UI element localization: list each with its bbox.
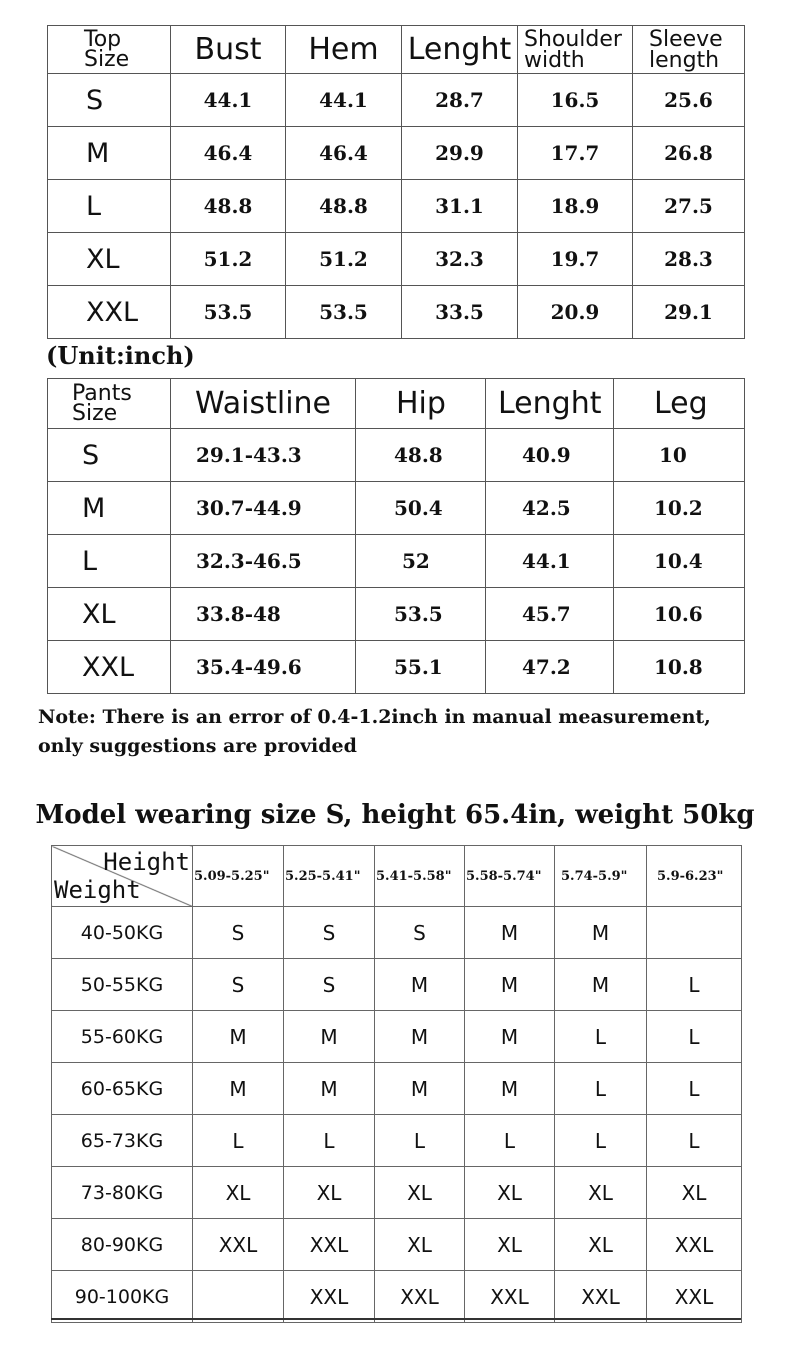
top-cell-shoulder: 19.7: [518, 233, 633, 286]
size-cell: L: [555, 1115, 647, 1167]
size-cell: M: [375, 1063, 465, 1115]
model-info-heading: Model wearing size S, height 65.4in, weight 50kg: [35, 800, 755, 830]
size-cell: L: [647, 1115, 742, 1167]
pants-table-row: [48, 641, 745, 694]
top-table-corner: [48, 26, 171, 74]
chart-row: [52, 1115, 742, 1167]
size-cell: XXL: [465, 1271, 555, 1323]
size-cell: S: [193, 907, 284, 959]
pants-cell-waistline: 32.3-46.5: [171, 535, 356, 588]
top-header-length: Lenght: [402, 26, 518, 74]
weight-range-cell: 80-90KG: [52, 1219, 193, 1271]
pants-cell-leg: 10.8: [614, 641, 745, 694]
top-row-size: M: [48, 127, 171, 180]
chart-row: [52, 1271, 742, 1323]
pants-table-row: [48, 429, 745, 482]
top-header-sleeve-line1: Sleeve: [649, 26, 723, 52]
size-cell: L: [193, 1115, 284, 1167]
top-cell-shoulder: 16.5: [518, 74, 633, 127]
top-header-shoulder-line1: Shoulder: [524, 26, 622, 52]
top-cell-sleeve: 25.6: [633, 74, 745, 127]
chart-row: [52, 1219, 742, 1271]
pants-cell-hip: 50.4: [356, 482, 486, 535]
top-cell-length: 33.5: [402, 286, 518, 339]
chart-row: [52, 1167, 742, 1219]
top-table-row: [48, 180, 745, 233]
pants-cell-leg: 10.4: [614, 535, 745, 588]
top-cell-bust: 44.1: [171, 74, 286, 127]
top-table-row: [48, 74, 745, 127]
size-cell: L: [284, 1115, 375, 1167]
size-cell: M: [375, 1011, 465, 1063]
chart-row: [52, 1063, 742, 1115]
top-header-sleeve: [633, 26, 745, 74]
top-row-size: L: [48, 180, 171, 233]
size-cell: XL: [375, 1167, 465, 1219]
pants-header-waistline: Waistline: [171, 379, 356, 429]
pants-cell-waistline: 35.4-49.6: [171, 641, 356, 694]
top-cell-sleeve: 28.3: [633, 233, 745, 286]
pants-header-leg: Leg: [614, 379, 745, 429]
size-cell: M: [465, 907, 555, 959]
size-cell: XXL: [647, 1271, 742, 1323]
top-cell-sleeve: 29.1: [633, 286, 745, 339]
top-header-bust: Bust: [171, 26, 286, 74]
pants-corner-label: Pants: [72, 380, 132, 406]
note-line-2: only suggestions are provided: [38, 735, 357, 757]
pants-cell-waistline: 33.8-48: [171, 588, 356, 641]
size-cell: XXL: [375, 1271, 465, 1323]
pants-size-table: [47, 378, 745, 694]
weight-range-cell: 60-65KG: [52, 1063, 193, 1115]
size-cell: [647, 907, 742, 959]
measurement-note: [38, 703, 778, 761]
size-cell: S: [284, 959, 375, 1011]
top-cell-hem: 51.2: [286, 233, 402, 286]
weight-range-cell: 50-55KG: [52, 959, 193, 1011]
top-cell-length: 32.3: [402, 233, 518, 286]
top-cell-shoulder: 17.7: [518, 127, 633, 180]
pants-row-size: S: [48, 429, 171, 482]
top-header-shoulder-line2: width: [524, 47, 585, 73]
unit-label: (Unit:inch): [46, 341, 195, 370]
size-cell: L: [375, 1115, 465, 1167]
size-cell: XL: [555, 1167, 647, 1219]
top-table-row: [48, 127, 745, 180]
top-row-size: XL: [48, 233, 171, 286]
pants-cell-length: 44.1: [486, 535, 614, 588]
height-range-header: 5.58-5.74": [465, 846, 555, 907]
height-range-header: 5.9-6.23": [647, 846, 742, 907]
weight-range-cell: 73-80KG: [52, 1167, 193, 1219]
pants-header-hip: Hip: [356, 379, 486, 429]
height-range-header: 5.41-5.58": [375, 846, 465, 907]
size-cell: XL: [375, 1219, 465, 1271]
pants-cell-hip: 52: [356, 535, 486, 588]
size-cell: S: [193, 959, 284, 1011]
weight-range-cell: 40-50KG: [52, 907, 193, 959]
size-cell: M: [555, 907, 647, 959]
top-cell-bust: 48.8: [171, 180, 286, 233]
size-cell: L: [647, 1063, 742, 1115]
height-range-header: 5.09-5.25": [193, 846, 284, 907]
pants-cell-waistline: 29.1-43.3: [171, 429, 356, 482]
weight-range-cell: 65-73KG: [52, 1115, 193, 1167]
pants-header-length: Lenght: [486, 379, 614, 429]
size-cell: M: [555, 959, 647, 1011]
size-cell: XL: [555, 1219, 647, 1271]
top-cell-length: 28.7: [402, 74, 518, 127]
top-cell-bust: 46.4: [171, 127, 286, 180]
top-cell-bust: 53.5: [171, 286, 286, 339]
pants-cell-length: 42.5: [486, 482, 614, 535]
size-cell: XXL: [193, 1219, 284, 1271]
top-header-hem: Hem: [286, 26, 402, 74]
note-line-1: Note: There is an error of 0.4-1.2inch in manual measurement,: [38, 706, 711, 728]
size-cell: [193, 1271, 284, 1323]
pants-cell-leg: 10.6: [614, 588, 745, 641]
size-recommendation-table: [51, 845, 742, 1323]
size-cell: S: [284, 907, 375, 959]
pants-corner-size-label: Size: [72, 400, 118, 426]
top-cell-length: 29.9: [402, 127, 518, 180]
size-cell: M: [284, 1063, 375, 1115]
size-cell: XL: [284, 1167, 375, 1219]
pants-cell-length: 45.7: [486, 588, 614, 641]
top-row-size: XXL: [48, 286, 171, 339]
size-cell: M: [193, 1011, 284, 1063]
pants-cell-waistline: 30.7-44.9: [171, 482, 356, 535]
size-cell: L: [555, 1011, 647, 1063]
corner-weight-label: Weight: [54, 876, 141, 904]
pants-table-header-row: [48, 379, 745, 429]
top-cell-hem: 46.4: [286, 127, 402, 180]
pants-table-row: [48, 482, 745, 535]
size-cell: M: [375, 959, 465, 1011]
height-range-header: 5.25-5.41": [284, 846, 375, 907]
pants-row-size: L: [48, 535, 171, 588]
size-cell: L: [647, 1011, 742, 1063]
top-header-shoulder: [518, 26, 633, 74]
size-cell: XL: [465, 1219, 555, 1271]
size-cell: M: [193, 1063, 284, 1115]
corner-height-label: Height: [103, 848, 190, 876]
top-table-row: [48, 233, 745, 286]
chart-corner-cell: [52, 846, 193, 907]
size-cell: M: [465, 1063, 555, 1115]
chart-row: [52, 959, 742, 1011]
top-header-sleeve-line2: length: [649, 47, 720, 73]
pants-row-size: M: [48, 482, 171, 535]
top-table-header-row: [48, 26, 745, 74]
top-cell-hem: 44.1: [286, 74, 402, 127]
pants-cell-hip: 55.1: [356, 641, 486, 694]
pants-row-size: XXL: [48, 641, 171, 694]
top-cell-shoulder: 20.9: [518, 286, 633, 339]
pants-cell-length: 47.2: [486, 641, 614, 694]
top-table-row: [48, 286, 745, 339]
size-cell: M: [465, 1011, 555, 1063]
size-cell: XL: [647, 1167, 742, 1219]
size-cell: XXL: [647, 1219, 742, 1271]
size-cell: M: [465, 959, 555, 1011]
size-cell: XXL: [555, 1271, 647, 1323]
pants-cell-hip: 53.5: [356, 588, 486, 641]
size-cell: XL: [465, 1167, 555, 1219]
size-cell: XXL: [284, 1219, 375, 1271]
top-cell-sleeve: 27.5: [633, 180, 745, 233]
top-cell-bust: 51.2: [171, 233, 286, 286]
size-cell: L: [647, 959, 742, 1011]
pants-table-row: [48, 535, 745, 588]
size-cell: XL: [193, 1167, 284, 1219]
pants-cell-length: 40.9: [486, 429, 614, 482]
pants-row-size: XL: [48, 588, 171, 641]
top-cell-length: 31.1: [402, 180, 518, 233]
top-corner-label: Top: [84, 26, 122, 52]
pants-cell-leg: 10: [614, 429, 745, 482]
height-range-header: 5.74-5.9": [555, 846, 647, 907]
chart-row: [52, 1011, 742, 1063]
top-cell-sleeve: 26.8: [633, 127, 745, 180]
weight-range-cell: 55-60KG: [52, 1011, 193, 1063]
pants-table-row: [48, 588, 745, 641]
chart-bottom-border: [51, 1318, 741, 1320]
top-cell-hem: 48.8: [286, 180, 402, 233]
pants-cell-hip: 48.8: [356, 429, 486, 482]
top-row-size: S: [48, 74, 171, 127]
size-cell: L: [465, 1115, 555, 1167]
size-cell: M: [284, 1011, 375, 1063]
pants-table-corner: [48, 379, 171, 429]
size-cell: XXL: [284, 1271, 375, 1323]
top-corner-size-label: Size: [84, 46, 130, 72]
chart-header-row: [52, 846, 742, 907]
chart-row: [52, 907, 742, 959]
weight-range-cell: 90-100KG: [52, 1271, 193, 1323]
size-cell: S: [375, 907, 465, 959]
top-cell-shoulder: 18.9: [518, 180, 633, 233]
pants-cell-leg: 10.2: [614, 482, 745, 535]
size-cell: L: [555, 1063, 647, 1115]
top-size-table: [47, 25, 745, 339]
top-cell-hem: 53.5: [286, 286, 402, 339]
